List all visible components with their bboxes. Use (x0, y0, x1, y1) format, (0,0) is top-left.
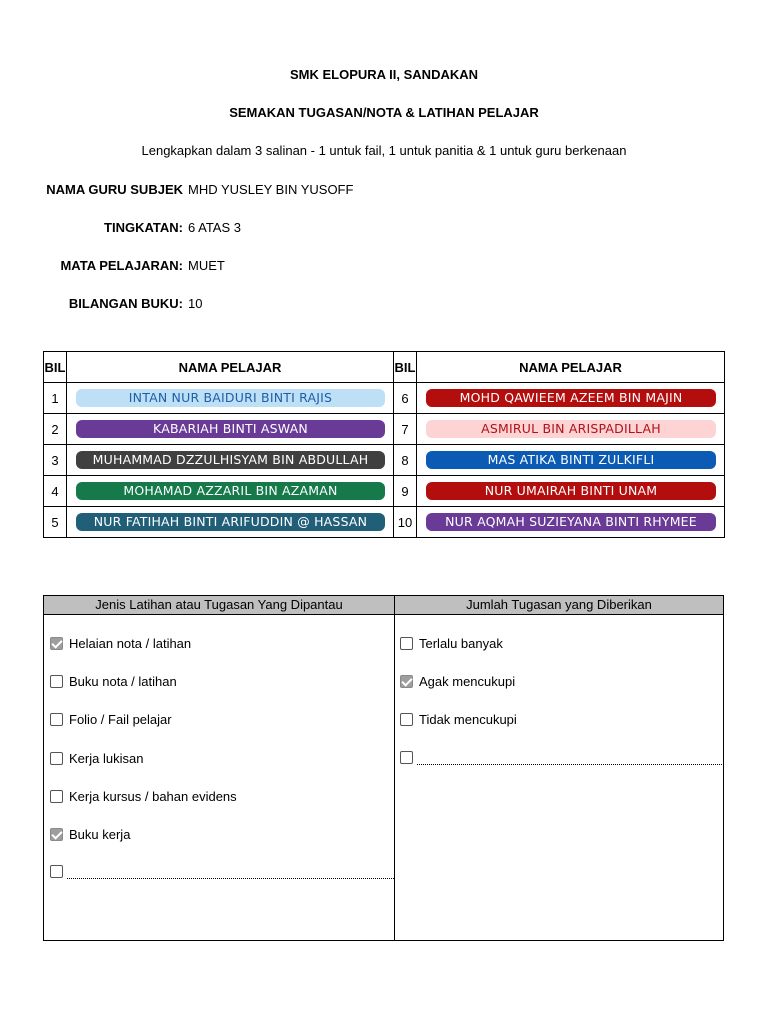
checklist-other-item[interactable] (400, 751, 419, 764)
form-label: TINGKATAN: (104, 220, 183, 235)
teacher-value: MHD YUSLEY BIN YUSOFF (188, 182, 354, 197)
col-name-header: NAMA PELAJAR (67, 352, 394, 383)
right-checklist-header: Jumlah Tugasan yang Diberikan (395, 596, 723, 615)
table-header-row (44, 352, 725, 383)
student-name-cell (417, 476, 725, 507)
checklist-item[interactable] (50, 636, 191, 651)
checklist-other-item[interactable] (50, 865, 69, 878)
student-number: 1 (44, 383, 67, 414)
checklist-label: Terlalu banyak (419, 636, 503, 651)
column-divider (394, 596, 395, 940)
form-value: 6 ATAS 3 (188, 220, 241, 235)
checklist-box (43, 595, 724, 941)
checklist-label: Buku nota / latihan (69, 674, 177, 690)
page-title: SEMAKAN TUGASAN/NOTA & LATIHAN PELAJAR (229, 105, 539, 120)
subject-label: MATA PELAJARAN: (60, 258, 183, 273)
checklist-item[interactable] (400, 674, 515, 689)
checklist-label: Kerja lukisan (69, 750, 144, 766)
checklist-label: Kerja kursus / bahan evidens (69, 788, 237, 804)
instruction-text: Lengkapkan dalam 3 salinan - 1 untuk fail, 1 untuk panitia & 1 untuk guru berkenaan (141, 143, 627, 158)
student-name-cell (67, 383, 394, 414)
student-number: 9 (394, 476, 417, 507)
checklist-item[interactable] (50, 789, 237, 804)
student-name: MUHAMMAD DZZULHISYAM BIN ABDULLAH (76, 451, 385, 469)
student-number: 5 (44, 507, 67, 538)
student-name-cell (417, 445, 725, 476)
student-number: 2 (44, 414, 67, 445)
col-bil-header: BIL (394, 352, 417, 383)
other-fill-line[interactable] (417, 764, 722, 765)
student-number: 8 (394, 445, 417, 476)
checkbox[interactable] (50, 790, 63, 803)
checklist-item[interactable] (50, 751, 143, 766)
student-name: NUR UMAIRAH BINTI UNAM (426, 482, 716, 500)
student-name: ASMIRUL BIN ARISPADILLAH (426, 420, 716, 438)
col-bil-header: BIL (44, 352, 67, 383)
school-name: SMK ELOPURA II, SANDAKAN (289, 67, 479, 82)
student-name: NUR FATIHAH BINTI ARIFUDDIN @ HASSAN (76, 513, 385, 531)
checkbox[interactable] (400, 713, 413, 726)
checklist-label: Folio / Fail pelajar (69, 712, 172, 728)
student-name-cell (417, 383, 725, 414)
checklist-item[interactable] (50, 712, 172, 727)
table-row (44, 507, 725, 538)
checkbox[interactable] (50, 865, 63, 878)
subject-value: MUET (188, 258, 225, 273)
checklist-label: Agak mencukupi (419, 674, 516, 690)
checked-checkbox[interactable] (50, 637, 63, 650)
checklist-item[interactable] (400, 712, 517, 727)
books-value: 10 (188, 296, 203, 311)
table-row (44, 445, 725, 476)
student-name-cell (67, 445, 394, 476)
teacher-label: NAMA GURU SUBJEK (46, 182, 183, 197)
student-name-cell (417, 507, 725, 538)
student-number: 7 (394, 414, 417, 445)
student-name-cell (417, 414, 725, 445)
checklist-label: Tidak mencukupi (419, 712, 517, 728)
checklist-item[interactable] (400, 636, 503, 651)
checked-checkbox[interactable] (400, 675, 413, 688)
students-table (43, 351, 725, 538)
student-number: 6 (394, 383, 417, 414)
checked-checkbox[interactable] (50, 828, 63, 841)
checkbox[interactable] (50, 675, 63, 688)
checklist-label: Helaian nota / latihan (69, 636, 192, 651)
checkbox[interactable] (400, 751, 413, 764)
student-name: MOHD QAWIEEM AZEEM BIN MAJIN (426, 389, 716, 407)
checkbox[interactable] (50, 752, 63, 765)
col-name-header: NAMA PELAJAR (417, 352, 725, 383)
student-name-cell (67, 507, 394, 538)
student-number: 10 (394, 507, 417, 538)
student-name: INTAN NUR BAIDURI BINTI RAJIS (76, 389, 385, 407)
student-number: 4 (44, 476, 67, 507)
left-checklist-header: Jenis Latihan atau Tugasan Yang Dipantau (44, 596, 394, 615)
checklist-item[interactable] (50, 674, 177, 689)
student-name: NUR AQMAH SUZIEYANA BINTI RHYMEE (426, 513, 716, 531)
student-name: MAS ATIKA BINTI ZULKIFLI (426, 451, 716, 469)
student-name-cell (67, 414, 394, 445)
student-number: 3 (44, 445, 67, 476)
books-label: BILANGAN BUKU: (68, 296, 183, 311)
checklist-label: Buku kerja (69, 827, 131, 842)
student-name: MOHAMAD AZZARIL BIN AZAMAN (76, 482, 385, 500)
table-row (44, 476, 725, 507)
checkbox[interactable] (400, 637, 413, 650)
table-row (44, 383, 725, 414)
checklist-item[interactable] (50, 827, 130, 842)
checkbox[interactable] (50, 713, 63, 726)
student-name-cell (67, 476, 394, 507)
other-fill-line[interactable] (67, 878, 394, 879)
student-name: KABARIAH BINTI ASWAN (76, 420, 385, 438)
table-row (44, 414, 725, 445)
